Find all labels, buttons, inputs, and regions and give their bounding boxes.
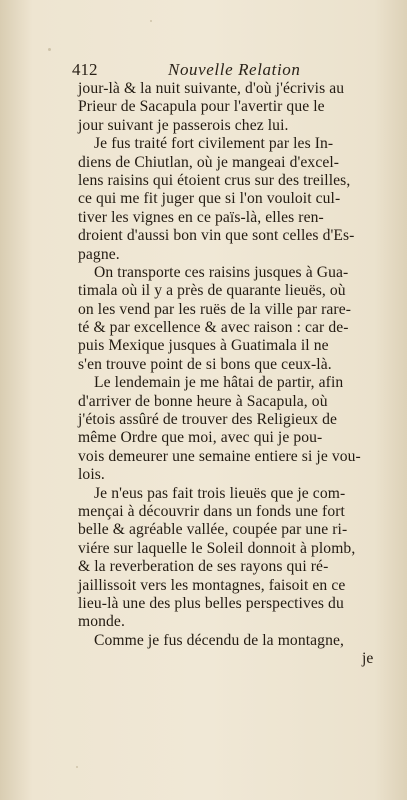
text-line: même Ordre que moi, avec qui je pou- xyxy=(78,429,323,447)
text-line: On transporte ces raisins jusques à Gua- xyxy=(94,263,349,281)
running-title: Nouvelle Relation xyxy=(168,60,301,79)
text-line: viére sur laquelle le Soleil donnoit à plomb, xyxy=(78,539,356,557)
text-line: lens raisins qui étoient crus sur des treilles, xyxy=(78,171,351,189)
text-line: tiver les vignes en ce païs-là, elles ren- xyxy=(78,208,324,226)
text-line: lieu-là une des plus belles perspectives du xyxy=(78,594,344,612)
text-line: Je fus traité fort civilement par les In- xyxy=(94,135,334,153)
body-text xyxy=(78,80,386,650)
text-line: Comme je fus décendu de la montagne, xyxy=(94,631,344,649)
text-line: d'arriver de bonne heure à Sacapula, où xyxy=(78,392,328,410)
text-line: té & par excellence & avec raison : car de- xyxy=(78,319,349,337)
text-line: Prieur de Sacapula pour l'avertir que le xyxy=(78,98,325,116)
text-line: j'étois assûré de trouver des Religieux de xyxy=(78,411,338,429)
text-line: monde. xyxy=(78,613,125,631)
text-line: mençai à découvrir dans un fonds une fort xyxy=(78,502,345,520)
text-line: droient d'aussi bon vin que sont celles d'Es- xyxy=(78,227,355,245)
text-line: belle & agréable vallée, coupée par une ri- xyxy=(78,521,348,539)
text-line: jour-là & la nuit suivante, d'où j'écrivis au xyxy=(78,80,345,97)
text-line: on les vend par les ruës de la ville par rare- xyxy=(78,300,352,318)
text-line: jour suivant je passerois chez lui. xyxy=(78,116,289,134)
page-number: 412 xyxy=(72,60,98,79)
text-line: pagne. xyxy=(78,245,120,263)
text-line: Le lendemain je me hâtai de partir, afin xyxy=(94,374,344,392)
text-line: ce qui me fit juger que si l'on vouloit cul- xyxy=(78,190,341,208)
paper-speck xyxy=(76,766,78,768)
text-line: diens de Chiutlan, où je mangeai d'excel- xyxy=(78,153,340,171)
text-line: & la reverberation de ses rayons qui ré- xyxy=(78,558,329,576)
text-line: s'en trouve point de si bons que ceux-là. xyxy=(78,355,332,373)
text-line: jaillissoit vers les montagnes, faisoit en ce xyxy=(78,576,346,594)
text-line: vois demeurer une semaine entiere si je vou- xyxy=(78,447,361,465)
text-line: Je n'eus pas fait trois lieuës que je com- xyxy=(94,484,346,502)
catchword: je xyxy=(362,650,374,667)
text-line: puis Mexique jusques à Guatimala il ne xyxy=(78,337,329,355)
paper-speck xyxy=(48,48,51,51)
text-line: lois. xyxy=(78,466,105,484)
page-header xyxy=(72,60,372,82)
text-line: timala où il y a près de quarante lieuës, où xyxy=(78,282,346,300)
paper-speck xyxy=(150,20,152,22)
